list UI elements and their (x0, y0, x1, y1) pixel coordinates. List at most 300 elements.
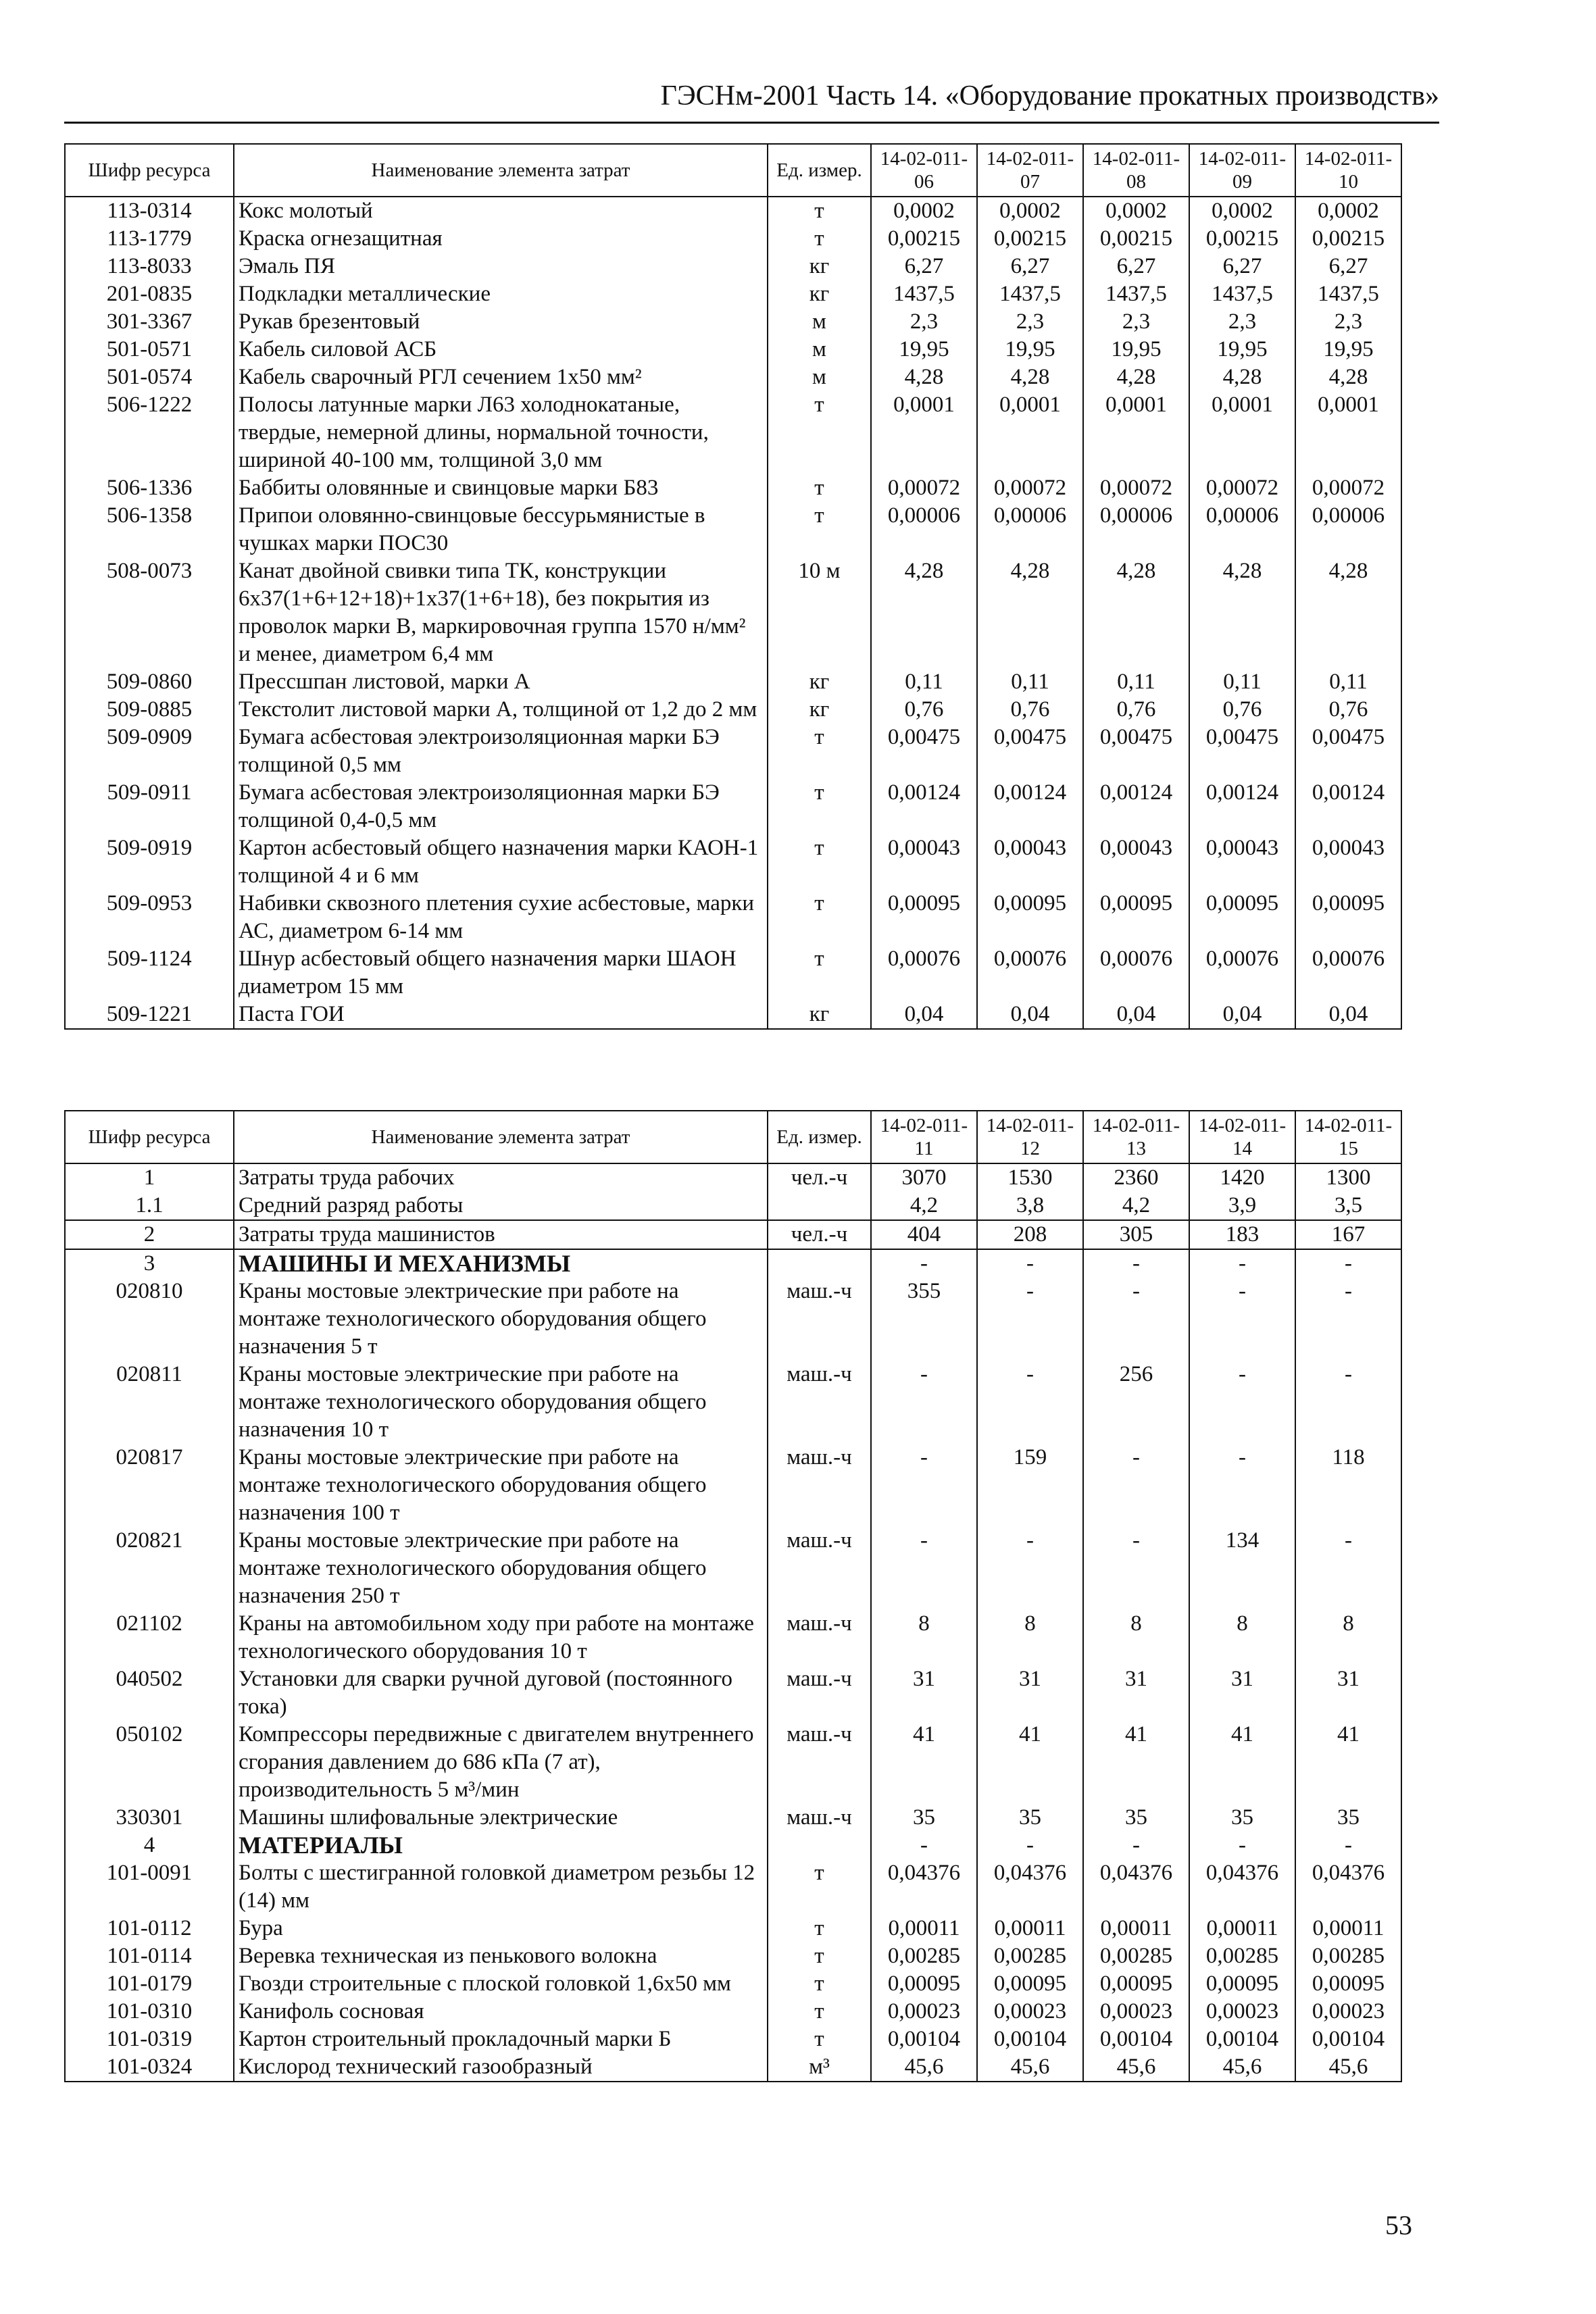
value-cell: 0,00011 (1189, 1915, 1295, 1942)
value-cell: 0,00215 (871, 225, 977, 253)
value-cell: 0,04376 (1295, 1859, 1401, 1915)
value-cell: 0,00006 (1295, 502, 1401, 557)
table-row (65, 1527, 1401, 1610)
value-cell: 0,00011 (1083, 1915, 1189, 1942)
value-cell: - (977, 1278, 1083, 1361)
unit-cell: маш.-ч (768, 1721, 871, 1804)
value-cell: 1530 (977, 1163, 1083, 1192)
unit-cell (768, 1832, 871, 1859)
unit-cell: т (768, 890, 871, 945)
value-cell: 35 (1295, 1804, 1401, 1832)
value-cell: 3,9 (1189, 1192, 1295, 1220)
unit-cell: т (768, 391, 871, 474)
table-row (65, 1220, 1401, 1249)
value-cell: - (1189, 1832, 1295, 1859)
value-cell: 0,00076 (1295, 945, 1401, 1001)
value-cell: 0,0001 (871, 391, 977, 474)
table-row (65, 779, 1401, 834)
unit-cell: м³ (768, 2053, 871, 2082)
resource-code: 040502 (65, 1665, 234, 1721)
table-row (65, 1610, 1401, 1665)
value-cell: - (977, 1527, 1083, 1610)
value-cell: - (871, 1527, 977, 1610)
value-cell: - (871, 1832, 977, 1859)
resource-code: 1 (65, 1163, 234, 1192)
unit-cell: т (768, 945, 871, 1001)
unit-cell: м (768, 308, 871, 336)
value-cell: 0,04 (977, 1001, 1083, 1029)
value-cell: 183 (1189, 1220, 1295, 1249)
resource-code: 509-0953 (65, 890, 234, 945)
value-cell: 0,00006 (977, 502, 1083, 557)
value-cell: 0,00285 (1189, 1942, 1295, 1970)
resource-code: 1.1 (65, 1192, 234, 1220)
value-cell: 0,00475 (871, 724, 977, 779)
value-cell: 0,04376 (1189, 1859, 1295, 1915)
resource-name: Краны мостовые электрические при работе на монтаже технологического оборудования общего назначения 250 т (234, 1527, 768, 1610)
value-cell: 0,00043 (1295, 834, 1401, 890)
value-cell: 45,6 (1295, 2053, 1401, 2082)
unit-cell: маш.-ч (768, 1610, 871, 1665)
unit-cell: т (768, 834, 871, 890)
value-cell: 0,00124 (1083, 779, 1189, 834)
column-header: 14-02-011-07 (977, 144, 1083, 197)
resources-table-2 (64, 1110, 1402, 2082)
resource-name: Паста ГОИ (234, 1001, 768, 1029)
value-cell: 41 (1189, 1721, 1295, 1804)
resource-name: Краны мостовые электрические при работе на монтаже технологического оборудования общего назначения 5 т (234, 1278, 768, 1361)
unit-cell: т (768, 225, 871, 253)
resource-code: 021102 (65, 1610, 234, 1665)
resource-code: 020811 (65, 1361, 234, 1444)
value-cell: 19,95 (977, 336, 1083, 363)
value-cell: 4,28 (1189, 557, 1295, 668)
table-row (65, 474, 1401, 502)
value-cell: 0,00076 (1189, 945, 1295, 1001)
value-cell: 0,11 (1083, 668, 1189, 696)
resource-code: 501-0571 (65, 336, 234, 363)
resource-code: 509-0860 (65, 668, 234, 696)
value-cell: 0,0001 (977, 391, 1083, 474)
unit-cell: кг (768, 696, 871, 724)
value-cell: - (1295, 1832, 1401, 1859)
value-cell: 2,3 (977, 308, 1083, 336)
value-cell: 0,00095 (977, 890, 1083, 945)
value-cell: 0,00095 (871, 890, 977, 945)
unit-cell: т (768, 1970, 871, 1998)
resource-name: Кислород технический газообразный (234, 2053, 768, 2082)
table-row (65, 1192, 1401, 1220)
value-cell: 19,95 (1295, 336, 1401, 363)
value-cell: 1437,5 (977, 280, 1083, 308)
table-row (65, 696, 1401, 724)
value-cell: 0,00095 (1295, 1970, 1401, 1998)
value-cell: 0,00076 (1083, 945, 1189, 1001)
value-cell: 0,00006 (1083, 502, 1189, 557)
unit-cell: маш.-ч (768, 1804, 871, 1832)
value-cell: 208 (977, 1220, 1083, 1249)
table-row (65, 1942, 1401, 1970)
value-cell: - (1189, 1361, 1295, 1444)
resource-name: Бумага асбестовая электроизоляционная марки БЭ толщиной 0,4-0,5 мм (234, 779, 768, 834)
table-row (65, 1915, 1401, 1942)
value-cell: 0,00215 (1189, 225, 1295, 253)
table-row (65, 2053, 1401, 2082)
value-cell: - (871, 1444, 977, 1527)
value-cell: 19,95 (871, 336, 977, 363)
resource-code: 201-0835 (65, 280, 234, 308)
table-row (65, 557, 1401, 668)
value-cell: 118 (1295, 1444, 1401, 1527)
value-cell: 0,11 (1295, 668, 1401, 696)
table-row (65, 253, 1401, 280)
resource-name: Краны мостовые электрические при работе на монтаже технологического оборудования общего назначения 10 т (234, 1361, 768, 1444)
resource-name: Канат двойной свивки типа ТК, конструкции 6х37(1+6+12+18)+1х37(1+6+18), без покрытия из проволок марки В, маркировочная группа 1570 н/мм² и менее, диаметром 6,4 мм (234, 557, 768, 668)
value-cell: 0,00072 (977, 474, 1083, 502)
value-cell: - (977, 1249, 1083, 1278)
value-cell: 41 (871, 1721, 977, 1804)
value-cell: 0,00475 (1295, 724, 1401, 779)
resource-code: 101-0179 (65, 1970, 234, 1998)
table-row (65, 502, 1401, 557)
value-cell: 35 (1083, 1804, 1189, 1832)
resource-code: 4 (65, 1832, 234, 1859)
column-header: Наименование элемента затрат (234, 1111, 768, 1163)
value-cell: 0,00215 (1083, 225, 1189, 253)
unit-cell: маш.-ч (768, 1361, 871, 1444)
column-header: 14-02-011-11 (871, 1111, 977, 1163)
table-row (65, 724, 1401, 779)
value-cell: 404 (871, 1220, 977, 1249)
value-cell: 45,6 (977, 2053, 1083, 2082)
value-cell: - (1189, 1444, 1295, 1527)
value-cell: 0,00095 (1295, 890, 1401, 945)
resource-code: 101-0112 (65, 1915, 234, 1942)
resource-code: 020810 (65, 1278, 234, 1361)
value-cell: - (977, 1361, 1083, 1444)
value-cell: 1437,5 (1295, 280, 1401, 308)
resource-code: 508-0073 (65, 557, 234, 668)
resource-name: Текстолит листовой марки А, толщиной от 1,2 до 2 мм (234, 696, 768, 724)
resource-name: Затраты труда рабочих (234, 1163, 768, 1192)
value-cell: 8 (871, 1610, 977, 1665)
resource-name: МАШИНЫ И МЕХАНИЗМЫ (234, 1249, 768, 1278)
value-cell: 4,28 (1295, 557, 1401, 668)
value-cell: 4,28 (1295, 363, 1401, 391)
value-cell: 0,00076 (977, 945, 1083, 1001)
table-row (65, 1001, 1401, 1029)
value-cell: 0,76 (871, 696, 977, 724)
value-cell: 0,00124 (1295, 779, 1401, 834)
table-row (65, 1721, 1401, 1804)
value-cell: 0,00124 (871, 779, 977, 834)
resource-code: 509-0911 (65, 779, 234, 834)
value-cell: 6,27 (871, 253, 977, 280)
resource-code: 506-1336 (65, 474, 234, 502)
resource-code: 113-0314 (65, 197, 234, 225)
value-cell: 0,00011 (871, 1915, 977, 1942)
unit-cell: 10 м (768, 557, 871, 668)
value-cell: - (1295, 1361, 1401, 1444)
unit-cell: кг (768, 253, 871, 280)
value-cell: - (1295, 1527, 1401, 1610)
value-cell: 6,27 (1189, 253, 1295, 280)
resource-code: 113-8033 (65, 253, 234, 280)
resource-code: 050102 (65, 1721, 234, 1804)
table-row (65, 1163, 1401, 1192)
value-cell: 0,76 (977, 696, 1083, 724)
table-row (65, 391, 1401, 474)
value-cell: 0,04 (871, 1001, 977, 1029)
table-row (65, 1859, 1401, 1915)
value-cell: 8 (1083, 1610, 1189, 1665)
value-cell: 0,04376 (871, 1859, 977, 1915)
value-cell: 0,00072 (871, 474, 977, 502)
resource-name: Канифоль сосновая (234, 1998, 768, 2026)
table-row (65, 945, 1401, 1001)
resource-code: 509-1124 (65, 945, 234, 1001)
value-cell: 1437,5 (1189, 280, 1295, 308)
value-cell: 8 (1295, 1610, 1401, 1665)
value-cell: 167 (1295, 1220, 1401, 1249)
resource-name: Картон асбестовый общего назначения марки КАОН-1 толщиной 4 и 6 мм (234, 834, 768, 890)
resource-name: Веревка техническая из пенькового волокна (234, 1942, 768, 1970)
table-row (65, 336, 1401, 363)
page-number: 53 (1385, 2210, 1412, 2240)
value-cell: 0,00076 (871, 945, 977, 1001)
resource-code: 509-0885 (65, 696, 234, 724)
value-cell: 0,00095 (1189, 1970, 1295, 1998)
value-cell: 0,00285 (1295, 1942, 1401, 1970)
table-row (65, 1832, 1401, 1859)
table-row (65, 280, 1401, 308)
unit-cell: маш.-ч (768, 1527, 871, 1610)
value-cell: 0,04 (1083, 1001, 1189, 1029)
value-cell: - (1083, 1527, 1189, 1610)
value-cell: 0,00043 (1189, 834, 1295, 890)
unit-cell: т (768, 1998, 871, 2026)
resource-code: 113-1779 (65, 225, 234, 253)
value-cell: 31 (1295, 1665, 1401, 1721)
table-row (65, 1970, 1401, 1998)
unit-cell: маш.-ч (768, 1278, 871, 1361)
unit-cell: м (768, 363, 871, 391)
value-cell: 0,00011 (977, 1915, 1083, 1942)
value-cell: - (1295, 1249, 1401, 1278)
table-row (65, 668, 1401, 696)
value-cell: 0,00124 (977, 779, 1083, 834)
value-cell: - (1083, 1832, 1189, 1859)
table-row (65, 225, 1401, 253)
value-cell: 4,28 (871, 557, 977, 668)
value-cell: 0,00023 (977, 1998, 1083, 2026)
resource-code: 3 (65, 1249, 234, 1278)
column-header: 14-02-011-08 (1083, 144, 1189, 197)
table-row (65, 1249, 1401, 1278)
resource-code: 020817 (65, 1444, 234, 1527)
value-cell: 6,27 (1295, 253, 1401, 280)
value-cell: 4,28 (977, 557, 1083, 668)
resource-code: 101-0114 (65, 1942, 234, 1970)
resource-code: 509-0919 (65, 834, 234, 890)
value-cell: 1300 (1295, 1163, 1401, 1192)
value-cell: 0,11 (1189, 668, 1295, 696)
value-cell: 0,11 (871, 668, 977, 696)
value-cell: - (871, 1249, 977, 1278)
value-cell: - (1189, 1278, 1295, 1361)
resource-name: Компрессоры передвижные с двигателем внутреннего сгорания давлением до 686 кПа (7 ат), производительность 5 м³/мин (234, 1721, 768, 1804)
resource-code: 509-0909 (65, 724, 234, 779)
resource-name: Кокс молотый (234, 197, 768, 225)
column-header: 14-02-011-12 (977, 1111, 1083, 1163)
column-header: Шифр ресурса (65, 144, 234, 197)
column-header: 14-02-011-09 (1189, 144, 1295, 197)
value-cell: 31 (871, 1665, 977, 1721)
column-header: 14-02-011-06 (871, 144, 977, 197)
value-cell: - (1083, 1249, 1189, 1278)
value-cell: 134 (1189, 1527, 1295, 1610)
value-cell: 0,00104 (871, 2026, 977, 2053)
table-row (65, 890, 1401, 945)
resource-name: Краны мостовые электрические при работе на монтаже технологического оборудования общего назначения 100 т (234, 1444, 768, 1527)
resource-name: Шнур асбестовый общего назначения марки ШАОН диаметром 15 мм (234, 945, 768, 1001)
column-header: Шифр ресурса (65, 1111, 234, 1163)
value-cell: 0,76 (1189, 696, 1295, 724)
unit-cell: маш.-ч (768, 1444, 871, 1527)
unit-cell: т (768, 197, 871, 225)
value-cell: 0,00072 (1295, 474, 1401, 502)
resource-name: Набивки сквозного плетения сухие асбестовые, марки АС, диаметром 6-14 мм (234, 890, 768, 945)
value-cell: 0,00023 (1295, 1998, 1401, 2026)
value-cell: 8 (1189, 1610, 1295, 1665)
value-cell: 3070 (871, 1163, 977, 1192)
value-cell: 1437,5 (1083, 280, 1189, 308)
value-cell: 0,00104 (1083, 2026, 1189, 2053)
unit-cell: т (768, 779, 871, 834)
column-header: Ед. измер. (768, 1111, 871, 1163)
resource-code: 101-0310 (65, 1998, 234, 2026)
page-header: ГЭСНм-2001 Часть 14. «Оборудование прокатных производств» (660, 80, 1439, 111)
value-cell: 0,00011 (1295, 1915, 1401, 1942)
resource-name: МАТЕРИАЛЫ (234, 1832, 768, 1859)
column-header: Наименование элемента затрат (234, 144, 768, 197)
value-cell: 0,00095 (1189, 890, 1295, 945)
value-cell: 2,3 (1295, 308, 1401, 336)
value-cell: 3,8 (977, 1192, 1083, 1220)
value-cell: 0,00043 (977, 834, 1083, 890)
resource-code: 020821 (65, 1527, 234, 1610)
value-cell: 0,76 (1083, 696, 1189, 724)
resource-name: Машины шлифовальные электрические (234, 1804, 768, 1832)
value-cell: 0,00072 (1083, 474, 1189, 502)
table-row (65, 2026, 1401, 2053)
value-cell: 0,00104 (1189, 2026, 1295, 2053)
table-row (65, 1998, 1401, 2026)
table-row (65, 1665, 1401, 1721)
resource-name: Подкладки металлические (234, 280, 768, 308)
unit-cell: т (768, 502, 871, 557)
value-cell: 0,0002 (1189, 197, 1295, 225)
value-cell: 45,6 (1083, 2053, 1189, 2082)
value-cell: 3,5 (1295, 1192, 1401, 1220)
value-cell: 1420 (1189, 1163, 1295, 1192)
value-cell: 2,3 (1083, 308, 1189, 336)
value-cell: 4,2 (1083, 1192, 1189, 1220)
value-cell: 0,00475 (1083, 724, 1189, 779)
unit-cell: кг (768, 1001, 871, 1029)
value-cell: 41 (1295, 1721, 1401, 1804)
resource-code: 101-0319 (65, 2026, 234, 2053)
value-cell: 0,04 (1189, 1001, 1295, 1029)
table-row (65, 197, 1401, 225)
value-cell: 0,00095 (1083, 1970, 1189, 1998)
resource-name: Бура (234, 1915, 768, 1942)
value-cell: 0,00072 (1189, 474, 1295, 502)
value-cell: 35 (871, 1804, 977, 1832)
value-cell: - (871, 1361, 977, 1444)
table-row (65, 1804, 1401, 1832)
header-rule (64, 122, 1439, 124)
resource-name: Припои оловянно-свинцовые бессурьмянистые в чушках марки ПОС30 (234, 502, 768, 557)
value-cell: 0,00095 (977, 1970, 1083, 1998)
resource-name: Средний разряд работы (234, 1192, 768, 1220)
value-cell: 0,00006 (871, 502, 977, 557)
value-cell: 6,27 (1083, 253, 1189, 280)
column-header: Ед. измер. (768, 144, 871, 197)
resource-name: Краны на автомобильном ходу при работе на монтаже технологического оборудования 10 т (234, 1610, 768, 1665)
value-cell: - (1295, 1278, 1401, 1361)
value-cell: 31 (1189, 1665, 1295, 1721)
unit-cell: кг (768, 668, 871, 696)
resource-name: Краска огнезащитная (234, 225, 768, 253)
value-cell: 0,0002 (871, 197, 977, 225)
value-cell: 41 (977, 1721, 1083, 1804)
unit-cell: чел.-ч (768, 1163, 871, 1192)
value-cell: 4,28 (977, 363, 1083, 391)
resource-name: Затраты труда машинистов (234, 1220, 768, 1249)
resource-name: Кабель силовой АСБ (234, 336, 768, 363)
value-cell: 0,0001 (1295, 391, 1401, 474)
unit-cell: т (768, 2026, 871, 2053)
value-cell: - (977, 1832, 1083, 1859)
value-cell: 41 (1083, 1721, 1189, 1804)
resource-code: 301-3367 (65, 308, 234, 336)
value-cell: 35 (1189, 1804, 1295, 1832)
unit-cell: м (768, 336, 871, 363)
unit-cell: т (768, 724, 871, 779)
column-header: 14-02-011-14 (1189, 1111, 1295, 1163)
value-cell: 0,76 (1295, 696, 1401, 724)
resource-code: 506-1222 (65, 391, 234, 474)
value-cell: 31 (1083, 1665, 1189, 1721)
value-cell: 0,00285 (871, 1942, 977, 1970)
resource-name: Полосы латунные марки Л63 холоднокатаные, твердые, немерной длины, нормальной точности, шириной 40-100 мм, толщиной 3,0 мм (234, 391, 768, 474)
column-header: 14-02-011-15 (1295, 1111, 1401, 1163)
column-header: 14-02-011-10 (1295, 144, 1401, 197)
unit-cell: т (768, 474, 871, 502)
resource-code: 509-1221 (65, 1001, 234, 1029)
unit-cell: чел.-ч (768, 1220, 871, 1249)
value-cell: 2360 (1083, 1163, 1189, 1192)
unit-cell: т (768, 1915, 871, 1942)
value-cell: 4,28 (1083, 363, 1189, 391)
value-cell: 31 (977, 1665, 1083, 1721)
value-cell: 0,00215 (1295, 225, 1401, 253)
value-cell: 0,00095 (1083, 890, 1189, 945)
resource-name: Бумага асбестовая электроизоляционная марки БЭ толщиной 0,5 мм (234, 724, 768, 779)
resource-code: 501-0574 (65, 363, 234, 391)
value-cell: 1437,5 (871, 280, 977, 308)
